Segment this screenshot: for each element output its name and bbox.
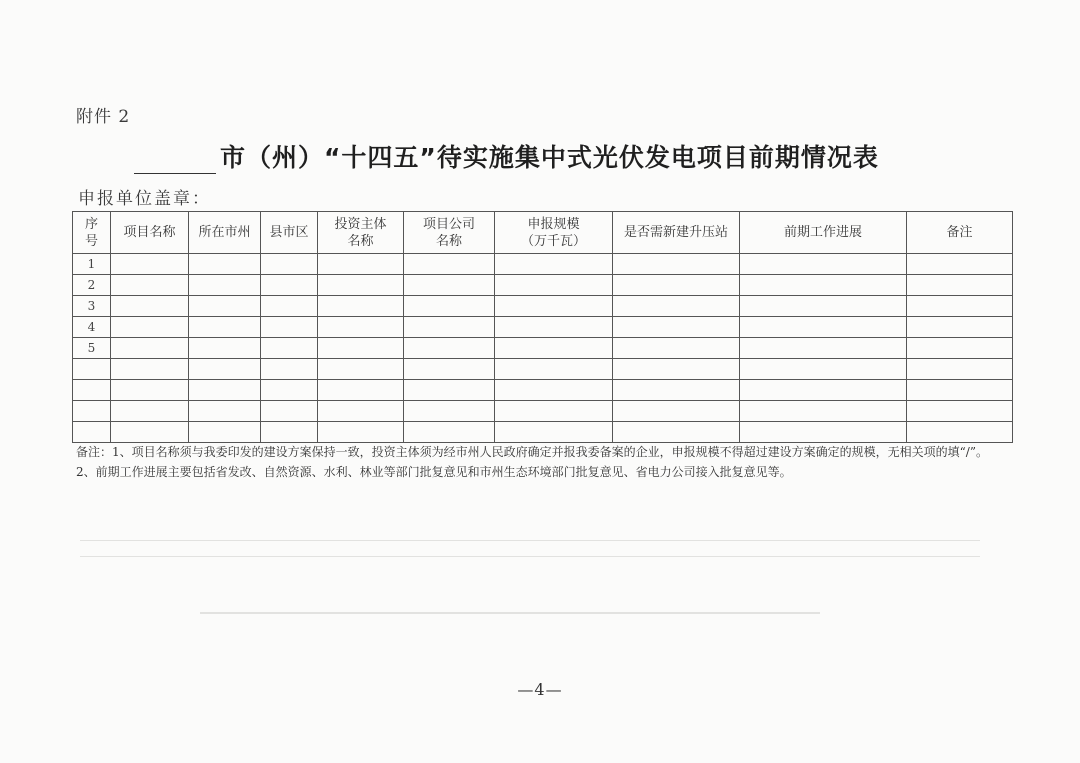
table-cell (404, 401, 495, 422)
table-cell (495, 401, 613, 422)
table-row (73, 296, 1013, 317)
column-header: 所在市州 (189, 212, 261, 254)
column-header: 是否需新建升压站 (613, 212, 740, 254)
table-cell (318, 275, 404, 296)
table-row (73, 422, 1013, 443)
table-cell (318, 380, 404, 401)
page-number: —4— (517, 680, 563, 699)
table-row (73, 275, 1013, 296)
table-cell (613, 317, 740, 338)
row-number-cell: 5 (73, 338, 111, 359)
table-cell (907, 401, 1013, 422)
bleed-through-mark (80, 556, 980, 557)
table-cell (261, 254, 318, 275)
table-cell (189, 380, 261, 401)
table-row (73, 359, 1013, 380)
table-cell (740, 317, 907, 338)
table-cell (613, 254, 740, 275)
table-cell (907, 380, 1013, 401)
column-header: 投资主体 名称 (318, 212, 404, 254)
table-cell (189, 401, 261, 422)
table-row (73, 317, 1013, 338)
table-cell (318, 359, 404, 380)
table-cell (907, 296, 1013, 317)
table-cell (318, 401, 404, 422)
row-number-cell: 3 (73, 296, 111, 317)
table-cell (907, 422, 1013, 443)
table-cell (261, 380, 318, 401)
table-cell (740, 275, 907, 296)
table-cell (261, 296, 318, 317)
table-cell (740, 296, 907, 317)
row-number-cell (73, 401, 111, 422)
table-cell (907, 338, 1013, 359)
table-cell (261, 317, 318, 338)
notes-block (76, 444, 1016, 480)
column-header: 县市区 (261, 212, 318, 254)
table-cell (189, 338, 261, 359)
table-cell (111, 254, 189, 275)
table-cell (318, 296, 404, 317)
row-number-cell (73, 359, 111, 380)
table-cell (261, 401, 318, 422)
table-cell (613, 338, 740, 359)
table-cell (111, 380, 189, 401)
table-cell (613, 359, 740, 380)
table-cell (111, 422, 189, 443)
seal-label: 申报单位盖章： (78, 189, 211, 209)
table-cell (495, 380, 613, 401)
note-2: 2、前期工作进展主要包括省发改、自然资源、水利、林业等部门批复意见和市州生态环境部门批复意见、省电力公司接入批复意见等。 (76, 465, 792, 479)
table-cell (189, 359, 261, 380)
table-cell (404, 254, 495, 275)
table-cell (495, 317, 613, 338)
table-cell (189, 317, 261, 338)
table-cell (404, 359, 495, 380)
attachment-label: 附件 2 (76, 107, 131, 127)
row-number-cell (73, 422, 111, 443)
table-cell (404, 317, 495, 338)
table-row (73, 380, 1013, 401)
table-cell (740, 359, 907, 380)
column-header: 申报规模 （万千瓦） (495, 212, 613, 254)
table-cell (907, 359, 1013, 380)
row-number-cell: 2 (73, 275, 111, 296)
table-cell (111, 338, 189, 359)
table-cell (111, 296, 189, 317)
table-cell (613, 401, 740, 422)
table-cell (404, 275, 495, 296)
bleed-through-mark (80, 540, 980, 541)
table-cell (189, 422, 261, 443)
row-number-cell: 1 (73, 254, 111, 275)
title-row (134, 138, 879, 174)
table-cell (740, 338, 907, 359)
table-cell (907, 254, 1013, 275)
table-cell (261, 275, 318, 296)
table-cell (189, 296, 261, 317)
table-cell (613, 380, 740, 401)
column-header: 项目名称 (111, 212, 189, 254)
table-row (73, 338, 1013, 359)
table-cell (261, 338, 318, 359)
table-cell (111, 275, 189, 296)
table-cell (613, 275, 740, 296)
table-cell (404, 338, 495, 359)
table-cell (740, 422, 907, 443)
table-cell (111, 317, 189, 338)
table-cell (318, 338, 404, 359)
table-cell (495, 275, 613, 296)
note-1: 备注：1、项目名称须与我委印发的建设方案保持一致，投资主体须为经市州人民政府确定并报我委备案的企业，申报规模不得超过建设方案确定的规模，无相关项的填“/”。 (76, 445, 988, 459)
column-header: 项目公司 名称 (404, 212, 495, 254)
table-cell (261, 359, 318, 380)
table-body (73, 254, 1013, 443)
row-number-cell: 4 (73, 317, 111, 338)
table-cell (740, 401, 907, 422)
table-row (73, 401, 1013, 422)
column-header: 序 号 (73, 212, 111, 254)
table-cell (495, 338, 613, 359)
table-cell (111, 359, 189, 380)
table-cell (189, 254, 261, 275)
table-cell (318, 254, 404, 275)
title-blank-line (134, 143, 216, 174)
table-cell (318, 422, 404, 443)
table-cell (740, 254, 907, 275)
table-header-row (73, 212, 1013, 254)
table-cell (907, 317, 1013, 338)
table-cell (111, 401, 189, 422)
table-cell (189, 275, 261, 296)
project-table (72, 211, 1013, 443)
table-cell (261, 422, 318, 443)
table-cell (495, 254, 613, 275)
table-cell (495, 422, 613, 443)
table-row (73, 254, 1013, 275)
table-cell (318, 317, 404, 338)
table-cell (907, 275, 1013, 296)
page-title: 市（州）“十四五”待实施集中式光伏发电项目前期情况表 (220, 143, 879, 172)
row-number-cell (73, 380, 111, 401)
table-cell (404, 422, 495, 443)
table-cell (495, 359, 613, 380)
bleed-through-mark (200, 612, 820, 614)
table-cell (613, 422, 740, 443)
table-cell (495, 296, 613, 317)
table-cell (613, 296, 740, 317)
table-cell (740, 380, 907, 401)
column-header: 前期工作进展 (740, 212, 907, 254)
table-cell (404, 380, 495, 401)
table-cell (404, 296, 495, 317)
column-header: 备注 (907, 212, 1013, 254)
